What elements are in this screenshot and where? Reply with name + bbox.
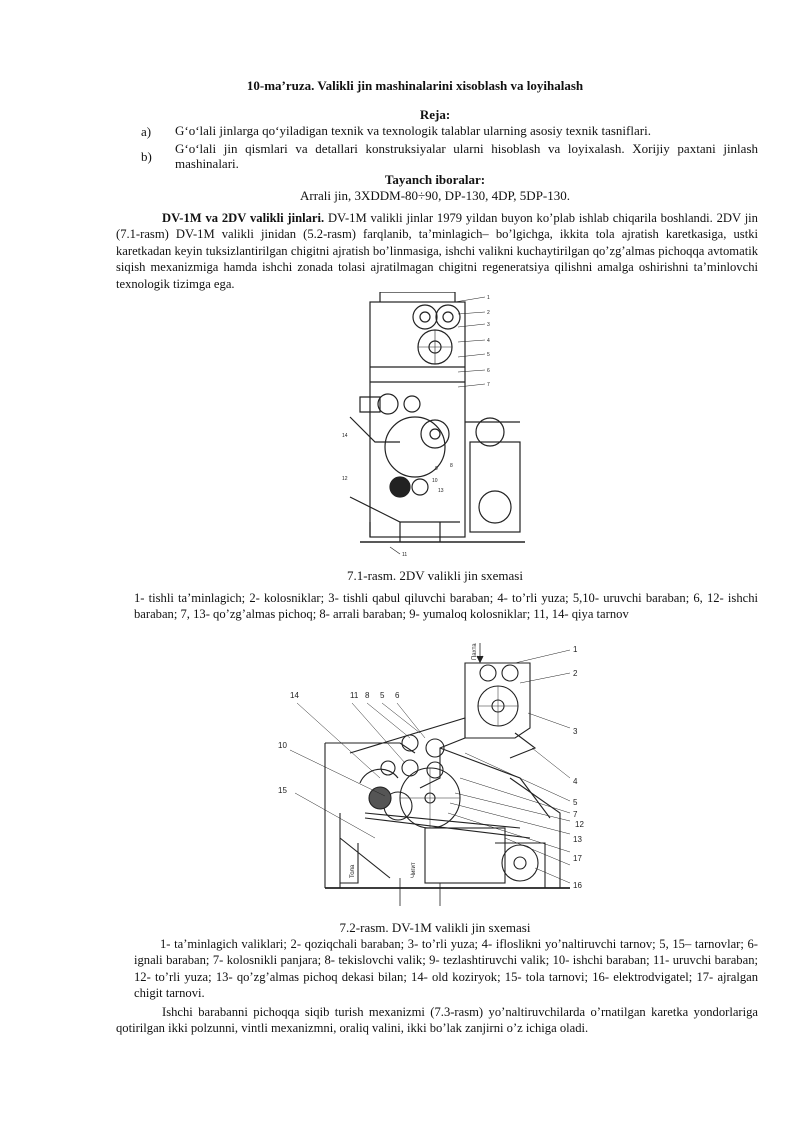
callout-5: 5 — [380, 691, 385, 700]
callout-16: 16 — [573, 881, 582, 890]
label-paxta: Пахта — [472, 643, 478, 660]
callout-13: 13 — [438, 488, 444, 494]
callout-14: 14 — [342, 433, 348, 439]
callout-12: 12 — [342, 476, 348, 482]
callout-2: 2 — [573, 669, 578, 678]
callout-9: 9 — [435, 466, 438, 472]
figure2-caption: 7.2-rasm. DV-1M valikli jin sxemasi — [339, 920, 531, 935]
figure-2dv-gin-diagram — [340, 292, 540, 557]
callout-2: 2 — [487, 310, 490, 316]
callout-8: 8 — [450, 463, 453, 469]
callout-10: 10 — [278, 741, 287, 750]
callout-6: 6 — [487, 368, 490, 374]
figure1-caption: 7.1-rasm. 2DV valikli jin sxemasi — [347, 568, 523, 583]
callout-4: 4 — [487, 338, 490, 344]
callout-11: 11 — [402, 552, 408, 557]
callout-11: 11 — [350, 691, 359, 700]
key-terms-heading: Tayanch iboralar: — [384, 172, 486, 187]
figure-dv1m-gin-diagram — [270, 638, 600, 913]
callout-17: 17 — [573, 854, 582, 863]
callout-7: 7 — [573, 810, 578, 819]
plan-text: G‘o‘lali jin qismlari va detallari konstruksiyalar ularni hisoblash va loyixalash. Xorijiy paxtani jinlash mashinalari. — [175, 141, 758, 171]
intro-bold: DV-1M va 2DV valikli jinlari. — [162, 211, 325, 225]
lecture-title: 10-ma’ruza. Valikli jin mashinalarini xisoblash va loyihalash — [246, 78, 584, 93]
intro-paragraph — [116, 210, 758, 292]
callout-8: 8 — [365, 691, 370, 700]
plan-letter: b) — [141, 149, 152, 164]
plan-letter: a) — [141, 124, 152, 139]
callout-15: 15 — [278, 786, 287, 795]
callout-3: 3 — [573, 727, 578, 736]
intro-text: DV-1M valikli jinlar 1979 yildan buyon ko’plab ishlab chiqarila boshlandi. 2DV jin (7.1-rasm) DV-1M valikli jinidan (5.2-rasm) farqlanib, ta’minlagich– bo’lgichga, ikkita tola ajratish karetkasiga, ustki karetkadan keyin tuksizlantirilgan chigitni ajratish bo’linmasiga, ishchi valikni kuchaytirilgan qo’zg’almas pichoqqa avtomatik siqish mexanizmiga hamda ishchi zonada tolasi ajratilmagan chigitni regeneratsiya qilishni amalga oshirishni ta’minlovchi texnologik tizimga ega. — [116, 211, 758, 291]
callout-1: 1 — [573, 645, 578, 654]
callout-7: 7 — [487, 382, 490, 388]
figure1-legend: 1- tishli ta’minlagich; 2- kolosniklar; 3- tishli qabul qiluvchi baraban; 4- to’rli yuza; 5,10- uruvchi baraban; 6, 12- ishchi baraban; 7, 13- qo’zg’almas pichoq; 8- arrali baraban; 9- yumaloq kolosniklar; 11, 14- qiya tarnov — [134, 591, 758, 622]
callout-14: 14 — [290, 691, 299, 700]
key-terms: Arrali jin, 3XDDM-80÷90, DP-130, 4DP, 5DP-130. — [299, 188, 571, 203]
closing-paragraph: Ishchi barabanni pichoqqa siqib turish mexanizmi (7.3-rasm) yo’naltiruvchilarda o’rnatilgan karetka yondorlariga qotirilgan ikki polzunni, vintli mexanizmni, oraliq valini, ikki bo’lak zanjirni o’z ichiga oladi. — [116, 1005, 758, 1036]
label-tola: Тола — [350, 864, 356, 878]
figure2-legend: 1- ta’minlagich valiklari; 2- qoziqchali baraban; 3- to’rli yuza; 4- ifloslikni yo’naltiruvchi tarnov; 5, 15– tarnovlar; 6- ignali baraban; 7- kolosnikli panjara; 8- tekislovchi valik; 9- tezlashtiruvchi valik; 10- ishchi baraban; 11- uruvchi baraban; 12- to’rli yuza; 13- qo’zg’almas pichoq dekasi bilan; 14- old koziryok; 15- tola tarnovi; 16- elektrodvigatel; 17- ajralgan chigit tarnovi. — [134, 937, 758, 1001]
callout-13: 13 — [573, 835, 582, 844]
callout-10: 10 — [432, 478, 438, 484]
callout-4: 4 — [573, 777, 578, 786]
callout-6: 6 — [395, 691, 400, 700]
callout-1: 1 — [487, 295, 490, 301]
callout-5-right: 5 — [573, 798, 578, 807]
callout-5: 5 — [487, 352, 490, 358]
label-chigit: Чигит — [411, 862, 417, 878]
plan-heading: Reja: — [419, 107, 451, 122]
callout-3: 3 — [487, 322, 490, 328]
plan-text: G‘o‘lali jinlarga qo‘yiladigan texnik va texnologik talablar ularning asosiy texnik tasniflari. — [175, 123, 651, 138]
callout-12: 12 — [575, 820, 584, 829]
